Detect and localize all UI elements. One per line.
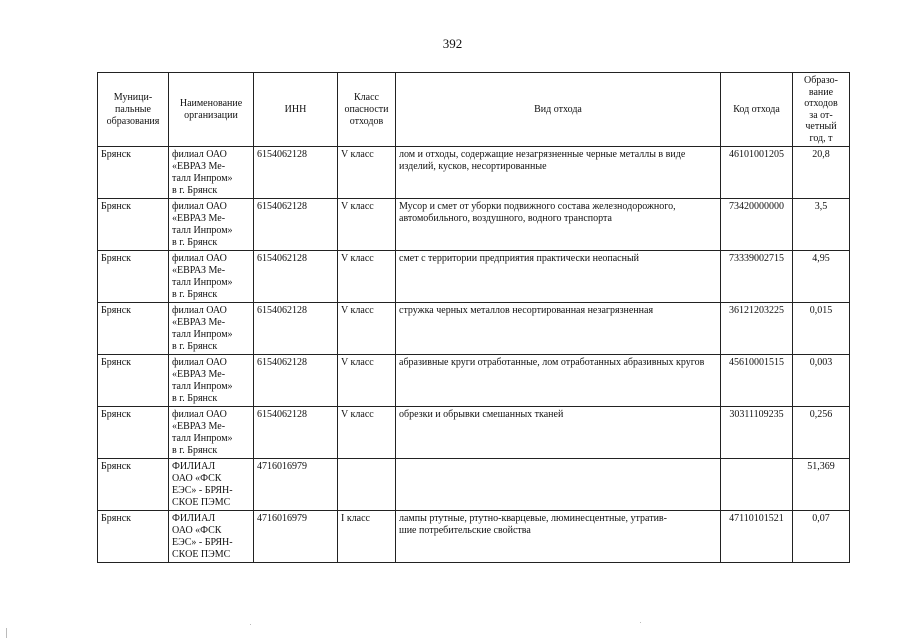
cell-waste-code bbox=[721, 459, 793, 511]
cell-waste-code: 45610001515 bbox=[721, 355, 793, 407]
cell-organization: филиал ОАО «ЕВРАЗ Ме- талл Инпром» в г. Брянск bbox=[169, 407, 254, 459]
cell-waste-code: 73339002715 bbox=[721, 251, 793, 303]
cell-waste-amount: 0,003 bbox=[793, 355, 850, 407]
cell-waste-code: 30311109235 bbox=[721, 407, 793, 459]
table-row bbox=[98, 355, 850, 407]
cell-waste-code: 73420000000 bbox=[721, 199, 793, 251]
cell-inn: 6154062128 bbox=[254, 251, 338, 303]
cell-hazard-class: V класс bbox=[338, 303, 396, 355]
cell-waste-type: Мусор и смет от уборки подвижного состава железнодорожного, автомобильного, воздушного, водного транспорта bbox=[396, 199, 721, 251]
cell-waste-type: смет с территории предприятия практически неопасный bbox=[396, 251, 721, 303]
cell-waste-type: лампы ртутные, ртутно-кварцевые, люминесцентные, утратив- шие потребительские свойства bbox=[396, 511, 721, 563]
header-waste-type: Вид отхода bbox=[396, 73, 721, 147]
cell-waste-code: 47110101521 bbox=[721, 511, 793, 563]
header-hazard-class: Класс опасности отходов bbox=[338, 73, 396, 147]
cell-hazard-class bbox=[338, 459, 396, 511]
cell-waste-amount: 51,369 bbox=[793, 459, 850, 511]
cell-municipality: Брянск bbox=[98, 355, 169, 407]
cell-municipality: Брянск bbox=[98, 251, 169, 303]
table-row bbox=[98, 199, 850, 251]
cell-waste-type: лом и отходы, содержащие незагрязненные черные металлы в виде изделий, кусков, несортированные bbox=[396, 147, 721, 199]
cell-waste-amount: 20,8 bbox=[793, 147, 850, 199]
cell-waste-code: 36121203225 bbox=[721, 303, 793, 355]
cell-inn: 4716016979 bbox=[254, 511, 338, 563]
cell-waste-type: стружка черных металлов несортированная незагрязненная bbox=[396, 303, 721, 355]
table-row bbox=[98, 407, 850, 459]
table-row bbox=[98, 303, 850, 355]
table-header-row bbox=[98, 73, 850, 147]
cell-waste-amount: 3,5 bbox=[793, 199, 850, 251]
cell-waste-amount: 4,95 bbox=[793, 251, 850, 303]
cell-hazard-class: V класс bbox=[338, 355, 396, 407]
header-organization: Наименование организации bbox=[169, 73, 254, 147]
table-row bbox=[98, 147, 850, 199]
cell-organization: филиал ОАО «ЕВРАЗ Ме- талл Инпром» в г. Брянск bbox=[169, 147, 254, 199]
cell-organization: филиал ОАО «ЕВРАЗ Ме- талл Инпром» в г. Брянск bbox=[169, 303, 254, 355]
cell-inn: 6154062128 bbox=[254, 407, 338, 459]
cell-organization: филиал ОАО «ЕВРАЗ Ме- талл Инпром» в г. Брянск bbox=[169, 355, 254, 407]
header-waste-code: Код отхода bbox=[721, 73, 793, 147]
cell-waste-type: абразивные круги отработанные, лом отработанных абразивных кругов bbox=[396, 355, 721, 407]
cell-inn: 6154062128 bbox=[254, 303, 338, 355]
cell-waste-code: 46101001205 bbox=[721, 147, 793, 199]
cell-municipality: Брянск bbox=[98, 147, 169, 199]
cell-organization: ФИЛИАЛ ОАО «ФСК ЕЭС» - БРЯН- СКОЕ ПЭМС bbox=[169, 459, 254, 511]
cell-hazard-class: V класс bbox=[338, 199, 396, 251]
cell-inn: 6154062128 bbox=[254, 147, 338, 199]
cell-municipality: Брянск bbox=[98, 459, 169, 511]
header-waste-amount: Образо- вание отходов за от- четный год, т bbox=[793, 73, 850, 147]
cell-hazard-class: V класс bbox=[338, 251, 396, 303]
cell-municipality: Брянск bbox=[98, 199, 169, 251]
cell-municipality: Брянск bbox=[98, 407, 169, 459]
cell-hazard-class: V класс bbox=[338, 407, 396, 459]
cell-hazard-class: I класс bbox=[338, 511, 396, 563]
cell-waste-type: обрезки и обрывки смешанных тканей bbox=[396, 407, 721, 459]
cell-inn: 6154062128 bbox=[254, 355, 338, 407]
cell-inn: 6154062128 bbox=[254, 199, 338, 251]
cell-waste-type bbox=[396, 459, 721, 511]
cell-organization: ФИЛИАЛ ОАО «ФСК ЕЭС» - БРЯН- СКОЕ ПЭМС bbox=[169, 511, 254, 563]
cell-inn: 4716016979 bbox=[254, 459, 338, 511]
cell-waste-amount: 0,256 bbox=[793, 407, 850, 459]
cell-organization: филиал ОАО «ЕВРАЗ Ме- талл Инпром» в г. Брянск bbox=[169, 251, 254, 303]
header-municipality: Муници- пальные образования bbox=[98, 73, 169, 147]
table-row bbox=[98, 511, 850, 563]
cell-organization: филиал ОАО «ЕВРАЗ Ме- талл Инпром» в г. Брянск bbox=[169, 199, 254, 251]
cell-municipality: Брянск bbox=[98, 511, 169, 563]
cell-waste-amount: 0,07 bbox=[793, 511, 850, 563]
table-row bbox=[98, 459, 850, 511]
cell-waste-amount: 0,015 bbox=[793, 303, 850, 355]
table-row bbox=[98, 251, 850, 303]
cell-municipality: Брянск bbox=[98, 303, 169, 355]
waste-table bbox=[97, 72, 850, 563]
page-number: 392 bbox=[442, 36, 463, 51]
cell-hazard-class: V класс bbox=[338, 147, 396, 199]
header-inn: ИНН bbox=[254, 73, 338, 147]
